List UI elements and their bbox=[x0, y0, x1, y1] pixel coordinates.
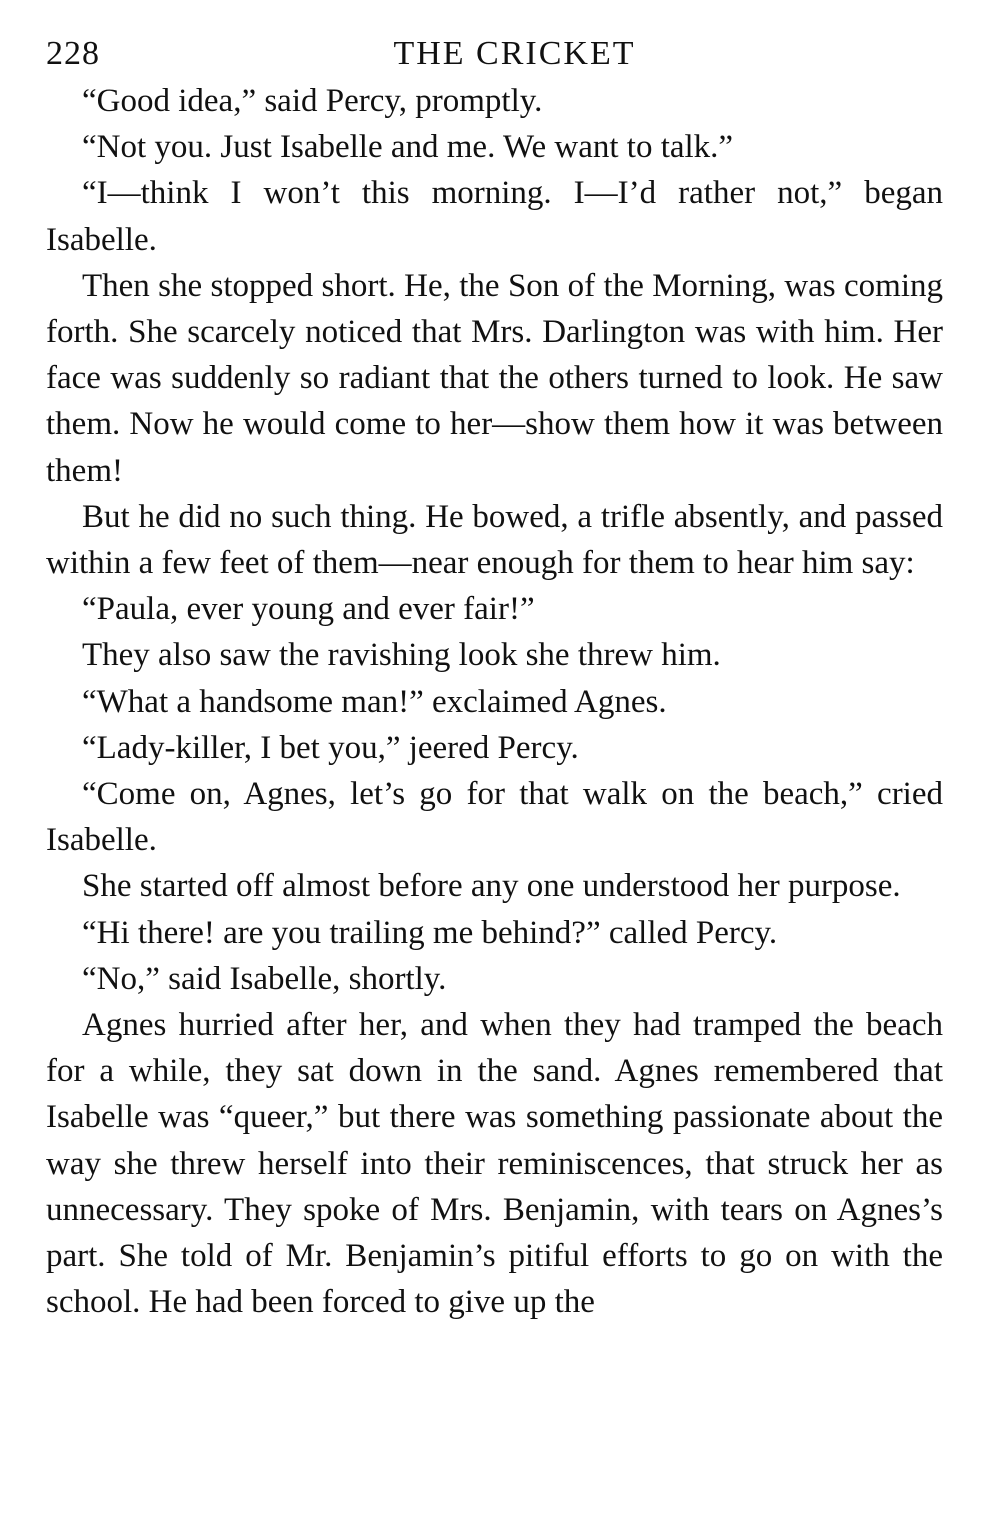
book-page bbox=[46, 30, 943, 1325]
paragraph: Agnes hurried after her, and when they had tramped the beach for a while, they sat down in the sand. Agnes remembered that Isabelle was “queer,” but there was something passionate about the way she threw herself into their reminiscences, that struck her as unnecessary. They spoke of Mrs. Benjamin, with tears on Agnes’s part. She told of Mr. Benjamin’s pitiful efforts to go on with the school. He had been forced to give up the bbox=[46, 1007, 943, 1321]
paragraph: “Come on, Agnes, let’s go for that walk on the beach,” cried Isabelle. bbox=[46, 776, 943, 859]
paragraph: “I—think I won’t this morning. I—I’d rather not,” began Isabelle. bbox=[46, 175, 943, 258]
page-number: 228 bbox=[46, 35, 100, 72]
paragraph: “No,” said Isabelle, shortly. bbox=[82, 960, 447, 997]
paragraph: Then she stopped short. He, the Son of the Morning, was coming forth. She scarcely noticed that Mrs. Darlington was with him. Her face was suddenly so radiant that the others turned to look. He saw them. Now he would come to her—show them how it was between them! bbox=[46, 267, 943, 489]
body-text bbox=[46, 78, 943, 1325]
paragraph: They also saw the ravishing look she threw him. bbox=[82, 637, 721, 674]
paragraph: “Paula, ever young and ever fair!” bbox=[82, 591, 535, 628]
paragraph: She started off almost before any one understood her purpose. bbox=[82, 868, 901, 905]
paragraph: “What a handsome man!” exclaimed Agnes. bbox=[82, 683, 667, 720]
paragraph: “Not you. Just Isabelle and me. We want to talk.” bbox=[82, 129, 734, 166]
paragraph: “Lady-killer, I bet you,” jeered Percy. bbox=[82, 729, 579, 766]
paragraph: “Hi there! are you trailing me behind?” called Percy. bbox=[82, 914, 778, 951]
page-header bbox=[46, 30, 943, 78]
running-head: THE CRICKET bbox=[393, 35, 636, 72]
paragraph: “Good idea,” said Percy, promptly. bbox=[82, 83, 543, 119]
paragraph: But he did no such thing. He bowed, a trifle absently, and passed within a few feet of them—near enough for them to hear him say: bbox=[46, 498, 943, 582]
